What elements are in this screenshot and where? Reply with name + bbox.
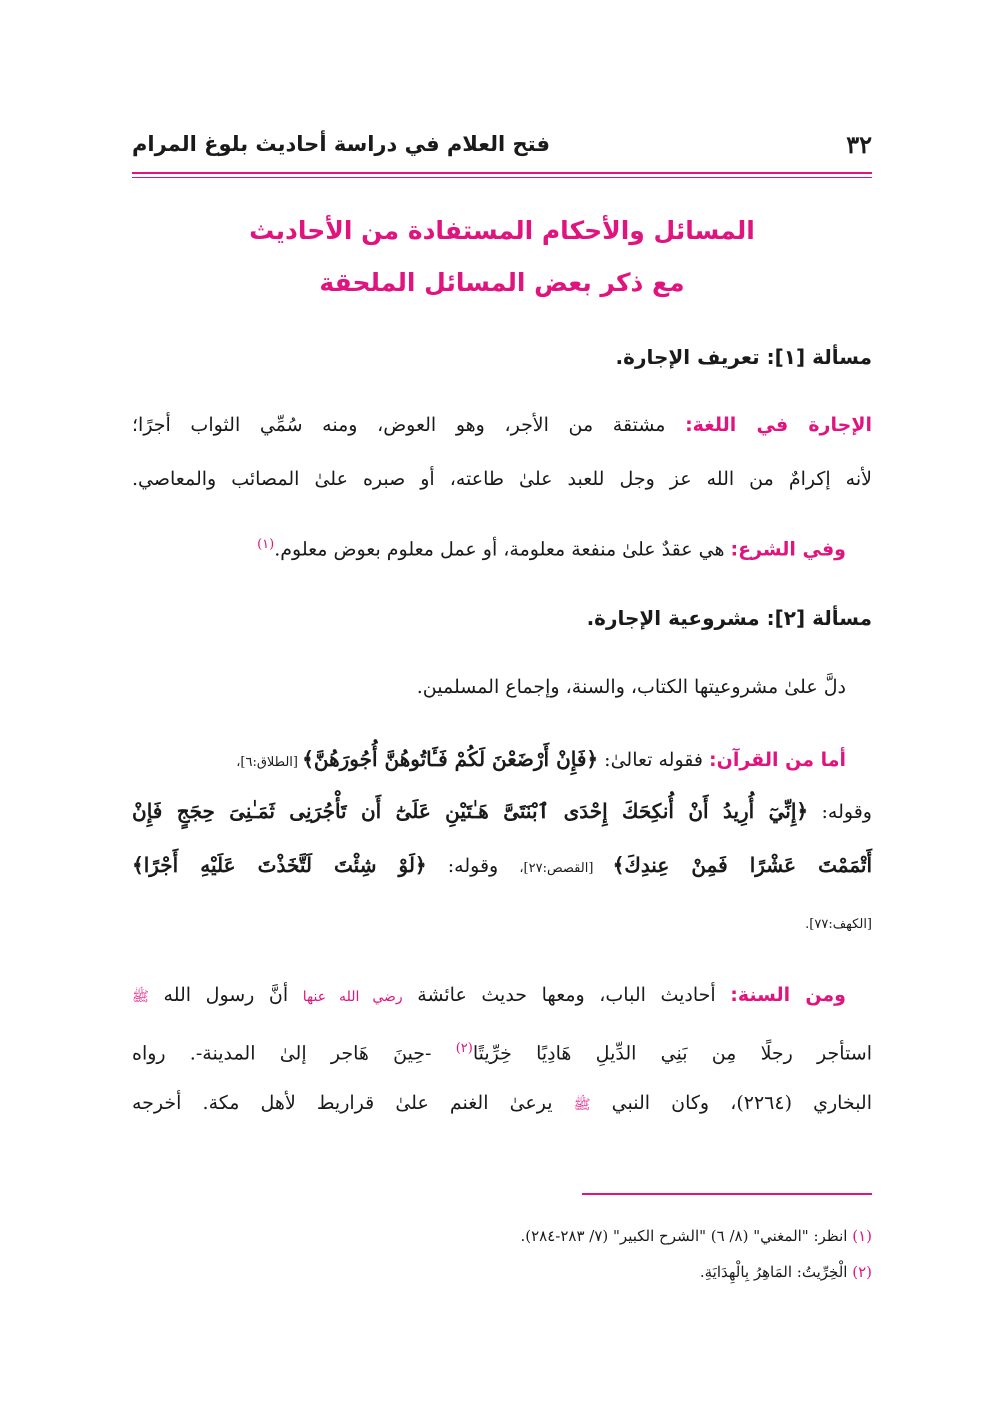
footnote-number: (٢) bbox=[852, 1263, 872, 1281]
sunnah-line2 bbox=[132, 1034, 872, 1068]
header-rule-thick bbox=[132, 172, 872, 174]
verse-reference: [القصص:٢٧]، bbox=[519, 861, 613, 876]
footnote-1 bbox=[132, 1227, 872, 1245]
paragraph-lugha-line2: لأنه إكرامٌ من الله عز وجل للعبد علىٰ طاعته، أو صبره علىٰ المصائب والمعاصي. bbox=[132, 468, 872, 490]
footnote-text: انظر: "المغني" (٨/ ٦) "الشرح الكبير" (٧/ ٢٨٣-٢٨٤). bbox=[520, 1227, 853, 1245]
question1-heading: مسألة [١]: تعريف الإجارة. bbox=[615, 345, 872, 369]
quran-line1 bbox=[132, 744, 846, 778]
footnote-marker: (١) bbox=[257, 537, 275, 552]
quran-verse: أَتْمَمْتَ عَشْرًا فَمِنْ عِندِكَ﴾ bbox=[612, 853, 872, 877]
paragraph-text: مشتقة من الأجر، وهو العوض، ومنه سُمِّي الثواب أجرًا؛ bbox=[132, 414, 686, 436]
paragraph-text: وقوله: bbox=[808, 801, 872, 823]
sunnah-line3 bbox=[132, 1088, 872, 1120]
paragraph-lugha-line1 bbox=[132, 410, 872, 440]
paragraph-mashruiyya: دلَّ علىٰ مشروعيتها الكتاب، والسنة، وإجماع المسلمين. bbox=[416, 676, 846, 698]
section-title-line2: مع ذكر بعض المسائل الملحقة bbox=[319, 268, 685, 297]
paragraph-text: البخاري (٢٢٦٤)، وكان النبي bbox=[590, 1092, 872, 1114]
sunnah-line1 bbox=[132, 980, 846, 1012]
footnote-marker: (٢) bbox=[455, 1041, 473, 1056]
quran-line3 bbox=[132, 850, 872, 884]
running-header-title: فتح العلام في دراسة أحاديث بلوغ المرام bbox=[132, 132, 550, 156]
paragraph-text: وقوله: bbox=[426, 855, 520, 877]
paragraph-text: فقوله تعالىٰ: bbox=[598, 749, 710, 771]
paragraph-text: -حِينَ هَاجر إلىٰ المدينة-. رواه bbox=[132, 1042, 456, 1065]
term-label: ومن السنة: bbox=[730, 984, 846, 1006]
header-rule-thin bbox=[132, 177, 872, 178]
paragraph-text: يرعىٰ الغنم علىٰ قراريط لأهل مكة. أخرجه bbox=[132, 1092, 574, 1114]
quran-line2 bbox=[132, 796, 872, 827]
quran-verse: ﴿لَوْ شِئْتَ لَتَّخَذْتَ عَلَيْهِ أَجْرًا﴾ bbox=[132, 853, 427, 877]
section-title-line1: المسائل والأحكام المستفادة من الأحاديث bbox=[249, 216, 755, 245]
honorific-saw: ﷺ bbox=[132, 989, 149, 1005]
term-label: أما من القرآن: bbox=[709, 749, 846, 771]
footnote-text: الْخِرِّيتُ: المَاهِرُ بِالْهِدَايَةِ. bbox=[699, 1263, 853, 1281]
paragraph-text: أنَّ رسول الله bbox=[148, 984, 303, 1006]
term-label: الإجارة في اللغة: bbox=[685, 414, 872, 436]
footnote-number: (١) bbox=[852, 1227, 872, 1245]
term-label: وفي الشرع: bbox=[730, 538, 846, 561]
honorific-saw: ﷺ bbox=[573, 1097, 591, 1113]
paragraph-text: هي عقدٌ علىٰ منفعة معلومة، أو عمل معلوم بعوض معلوم. bbox=[274, 538, 731, 561]
verse-reference: [الكهف:٧٧]. bbox=[805, 917, 872, 932]
paragraph-shar-line bbox=[132, 530, 846, 564]
question2-heading: مسألة [٢]: مشروعية الإجارة. bbox=[586, 606, 872, 630]
quran-verse: ﴿إِنِّيٓ أُرِيدُ أَنْ أُنكِحَكَ إِحْدَى ٱبْنَتَىَّ هَـٰتَيْنِ عَلَىٰٓ أَن تَأْجُرَنِى ثَمَـٰنِىَ حِجَجٍ فَإِنْ bbox=[132, 799, 809, 823]
paragraph-text: أحاديث الباب، ومعها حديث عائشة bbox=[402, 984, 731, 1006]
paragraph-text: استأجر رجلًا مِن بَنِي الدِّيلِ هَادِيًا خِرِّيتًا bbox=[472, 1042, 872, 1065]
footnote-2 bbox=[132, 1263, 872, 1281]
quran-verse: ﴿فَإِنْ أَرْضَعْنَ لَكُمْ فَـَٔاتُوهُنَّ أُجُورَهُنَّ﴾ bbox=[302, 747, 599, 771]
honorific-radiallah: رضي الله عنها bbox=[302, 989, 403, 1005]
page-number: ٣٢ bbox=[846, 130, 872, 159]
verse-reference: [الطلاق:٦]، bbox=[236, 755, 303, 770]
footnote-rule bbox=[582, 1193, 872, 1195]
